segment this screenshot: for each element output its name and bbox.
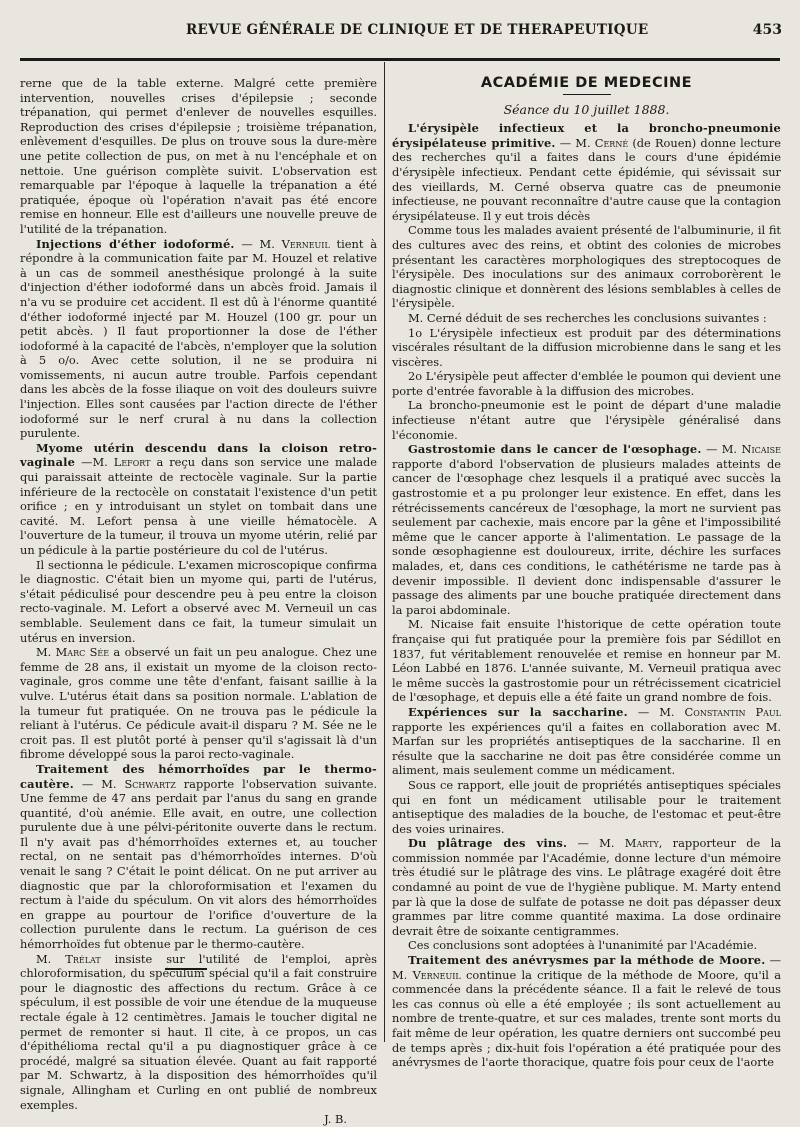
- paragraph-myome: [20, 441, 377, 558]
- author-name: Verneuil: [412, 967, 461, 982]
- heading-saccharine: Expériences sur la saccharine.: [408, 704, 628, 719]
- author-name: Schwartz: [124, 776, 176, 791]
- paragraph-anevrysmes: [392, 953, 781, 1070]
- text-fragment: M.: [36, 951, 66, 966]
- paragraph-broncho-pneumonie: La broncho-pneumonie est le point de départ d'une maladie infectieuse n'étant autre que l'érysipèle généralisé dans l'économie.: [392, 398, 781, 442]
- paragraph-adoption: Ces conclusions sont adoptées à l'unanimité par l'Académie.: [408, 938, 758, 953]
- author-name: Verneuil: [281, 236, 330, 251]
- paragraph-trepanation: rerne que de la table externe. Malgré cette première intervention, nouvelles crises d'épilepsie ; seconde trépanation, qui permet d'enlever de nouvelles esquilles. Reproduction des crises d'épilepsie ; troisième trépanation, enlèvement d'esquilles. De plus on trouve sous la dure-mère une petite collection de pus, on met à nu l'encéphale et on nettoie. Une guérison complète suivit. L'observation est remarquable par l'époque à laquelle la trépanation a été pratiquée, époque où l'opération n'avait pas été encore remise en honneur. Elle est d'ailleurs une nouvelle preuve de l'utilité de la trépanation.: [20, 76, 377, 236]
- text-fragment: — M.: [234, 236, 282, 251]
- paragraph-platrage: [392, 836, 781, 938]
- paragraph-gastrostomie: [392, 442, 781, 617]
- author-name: Trélat: [65, 951, 101, 966]
- session-date: Séance du 10 juillet 1888.: [503, 101, 670, 117]
- paragraph-hemorrhoides: [20, 762, 377, 952]
- heading-erysipele: L'érysipèle infectieux et la broncho-pneumonie érysipélateuse primitive.: [392, 121, 781, 150]
- paragraph-trelat: [20, 952, 377, 1113]
- paragraph-ether-iodoforme: [20, 237, 377, 441]
- section-title: ACADÉMIE DE MEDECINE: [480, 75, 693, 91]
- paragraph-marc-see: [20, 645, 377, 762]
- text-fragment: — M.: [392, 953, 781, 982]
- text-fragment: — M.: [555, 135, 595, 150]
- heading-anevrysmes: Traitement des anévrysmes par la méthode de Moore.: [408, 953, 766, 968]
- paragraph-body: rapporte l'observation suivante. Une femme de 47 ans perdait par l'anus du sang en grande quantité, d'où anémie. Elle avait, en outre, une collection purulente due à une pélvi-péritonite ouverte dans le rectum. Il n'y avait pas d'hémorrhoïdes externes et, au toucher rectal, on ne sentait pas d'hémorrhoïdes internes. D'où venait le sang ? C'était le point délicat. On ne put arriver au diagnostic que par la chloroformisation et l'examen du rectum à l'aide du spéculum. On vit alors des hémorrhoïdes en grappe au pourtour de l'orifice d'ouverture de la collection purulente dans le rectum. La guérison de ces hémorrhoïdes fut obtenue par le thermo-cautère.: [20, 776, 377, 952]
- paragraph-body: a observé un fait un peu analogue. Chez une femme de 28 ans, il existait un myome de la cloison recto-vaginale, gros comme une tête d'enfant, faisant saillie à la vulve. L'utérus était dans sa position normale. L'ablation de la tumeur fut pratiquée. On ne trouva pas le pédicule la reliant à l'utérus. Ce pédicule avait-il disparu ? M. Sée ne le croit pas. Il est plutôt porté à penser qu'il s'agissait là d'un fibrome développé sous la paroi recto-vaginale.: [20, 645, 377, 762]
- author-name: Cerné: [594, 135, 629, 150]
- text-fragment: — M.: [627, 704, 685, 719]
- text-fragment: — M.: [73, 776, 125, 791]
- paragraph-body: rapporte les expériences qu'il a faites en collaboration avec M. Marfan sur les propriétés antiseptiques de la saccharine. Il en résulte que la saccharine ne doit pas être considérée comme un aliment, mais seulement comme un médicament.: [392, 719, 781, 778]
- paragraph-conclusion-2: 2o L'érysipèle peut affecter d'emblée le poumon qui devient une porte d'entrée favorable à la diffusion des microbes.: [392, 369, 781, 398]
- paragraph-erysipele: [392, 121, 781, 223]
- page-number: 453: [752, 22, 782, 38]
- paragraph-body: continue la critique de la méthode de Moore, qu'il a commencée dans la précédente séance. Il a fait le relevé de tous les cas connus où elle a été employée ; ils sont actuellement au nombre de trente-quatre, et sur ces malades, trente sont morts du fait même de leur opération, les quatre derniers ont succombé peu de temps après ; dix-huit fois l'opération a été pratiquée pour des anévrysmes de l'aorte thoracique, quatre fois pour ceux de l'aorte: [392, 967, 781, 1070]
- title-rule: [563, 94, 611, 95]
- paragraph-saccharine: [392, 705, 781, 778]
- author-name: Lefort: [113, 455, 151, 470]
- paragraph-pedicule: Il sectionna le pédicule. L'examen microscopique confirma le diagnostic. C'était bien un myome qui, parti de l'utérus, s'était pédiculisé pour descendre peu à peu entre la cloison recto-vaginale. M. Lefort a observé avec M. Verneuil un cas semblable. Seulement dans ce fait, la tumeur simulait un utérus en inversion.: [20, 557, 377, 645]
- running-title: REVUE GÉNÉRALE DE CLINIQUE ET DE THERAPEUTIQUE: [186, 22, 649, 38]
- paragraph-body: , rapporteur de la commission nommée par l'Académie, donne lecture d'un mémoire très étudié sur le plâtrage des vins. Le plâtrage exagéré doit être condamné au point de vue de l'hygiène publique. M. Marty entend par là que la dose de sulfate de potasse ne doit pas dépasser deux grammes par litre comme quantité maxima. La dose ordinaire devrait être de soixante centigrammes.: [392, 836, 782, 938]
- author-name: Nicaise: [741, 442, 781, 457]
- paragraph-body: a reçu dans son service une malade qui paraissait atteinte de rectocèle vaginale. Sur la partie inférieure de la rectocèle on constatait l'existence d'un petit orifice ; en y introduisant un stylet on tombait dans une cavité. M. Lefort pensa à une vieille hématocèle. A l'ouverture de la tumeur, il trouva un myome utérin, relié par un pédicule à la partie postérieure du col de l'utérus.: [20, 455, 377, 557]
- paragraph-conclusions: M. Cerné déduit de ses recherches les conclusions suivantes :: [408, 310, 767, 325]
- heading-platrage: Du plâtrage des vins.: [408, 836, 568, 851]
- text-fragment: —M.: [75, 455, 114, 470]
- paragraph-conclusion-1: 1o L'érysipèle infectieux est produit par des déterminations viscérales résultant de la diffusion microbienne dans le sang et les viscères.: [392, 325, 781, 369]
- author-name: Constantin Paul: [684, 704, 781, 719]
- paragraph-body: insiste sur l'utilité de l'emploi, après chloroformisation, du spéculum spécial qu'il a fait construire pour le diagnostic des affections du rectum. Grâce à ce spéculum, il est possible de voir une étendue de la muqueuse rectale égale à 12 centimètres. Jamais le toucher digital ne permet de remonter si haut. Il cite, à ce propos, un cas d'épithélioma rectal qu'il a pu diagnostiquer grâce à ce procédé, malgré sa situation élevée. Quant au fait rapporté par M. Schwartz, à la disposition des hémorrhoïdes qu'il signale, Allingham et Curling en ont publié de nombreux exemples.: [20, 951, 378, 1112]
- column-divider: [384, 62, 385, 1042]
- author-name: Marc Sée: [55, 645, 110, 660]
- paragraph-body: (de Rouen) donne lecture des recherches qu'il a faites dans le cours d'une épidémie d'érysipèle infectieux. Pendant cette épidémie, qui sévissait sur des vieillards, M. Cerné observa quatre cas de pneumonie infectieuse, ne pouvant reconnaître d'autre cause que la contagion érysipélateuse. Il y eut trois décès: [392, 135, 781, 223]
- running-head: [20, 22, 782, 48]
- paragraph-albuminurie: Comme tous les malades avaient présenté de l'albuminurie, il fit des cultures avec des reins, et obtint des colonies de microbes présentant les caractères morphologiques des streptocoques de l'érysipèle. Des inoculations sur des animaux corroborèrent le diagnostic clinique et donnèrent des lésions semblables à celles de l'érysipèle.: [392, 223, 781, 311]
- heading-hemorrhoides: Traitement des hémorrhoïdes par le thermo-cautère.: [20, 761, 377, 791]
- heading-myome: Myome utérin descendu dans la cloison retro-vaginale: [20, 440, 377, 470]
- header-rule: [20, 58, 780, 61]
- author-name: Marty: [624, 836, 659, 851]
- text-fragment: — M.: [701, 442, 742, 457]
- paragraph-body: tient à répondre à la communication faite par M. Houzel et relative à un cas de sommeil anesthésique prolongé à la suite d'injection d'éther iodoformé dans un abcès froid. Jamais il n'a vu se produire cet accident. Il est dû à l'énorme quantité d'éther iodoformé injecté par M. Houzel (100 gr. pour un petit abcès. ) Il faut proportionner la dose de l'éther iodoformé à la capacité de l'abcès, n'employer que la solution à 5 o/o. Avec cette solution, il ne se produira ni vomissements, ni aucun autre trouble. Parfois cependant dans les abcès de la fosse iliaque on voit des douleurs suivre l'injection. Elles sont causées par l'action directe de l'éther iodoformé sur le nerf crural à nu dans la collection purulente.: [20, 236, 377, 441]
- paragraph-body: rapporte d'abord l'observation de plusieurs malades atteints de cancer de l'œsophage chez lesquels il a pratiqué avec succès la gastrostomie et a pu prolonger leur existence. En effet, dans les rétrécissements cancéreux de l'œsophage, la mort ne survient pas seulement par cachexie, mais encore par la gêne et l'impossibilité même que le cancer apporte à l'alimentation. Le passage de la sonde œsophagienne est douloureux, irrite, déchire les surfaces malades, et, dans ces conditions, le cathétérisme ne tarde pas à devenir impossible. Il devient donc indispensable d'assurer le passage des aliments par une bouche pratiquée directement dans la paroi abdominale.: [392, 456, 781, 617]
- paragraph-historique: M. Nicaise fait ensuite l'historique de cette opération toute française qui fut pratiquée pour la première fois par Sédillot en 1837, fut véritablement renouvelée et remise en honneur par M. Léon Labbé en 1876. L'année suivante, M. Verneuil pratiqua avec le même succès la gastrostomie pour un rétrécissement cicatriciel de l'œsophage, et depuis elle a été faite un grand nombre de fois.: [392, 617, 781, 705]
- right-column: [392, 76, 781, 1070]
- end-rule: [165, 968, 207, 970]
- text-fragment: M.: [36, 645, 56, 660]
- heading-gastrostomie: Gastrostomie dans le cancer de l'œsophage.: [408, 442, 702, 457]
- text-fragment: — M.: [567, 836, 625, 851]
- heading-ether-iodoforme: Injections d'éther iodoformé.: [36, 236, 235, 251]
- paragraph-antiseptique: Sous ce rapport, elle jouit de propriétés antiseptiques spéciales qui en font un médicament utilisable pour le traitement antiseptique des maladies de la bouche, de l'estomac et peut-être des voies urinaires.: [392, 777, 781, 836]
- signature: J. B.: [324, 1112, 347, 1127]
